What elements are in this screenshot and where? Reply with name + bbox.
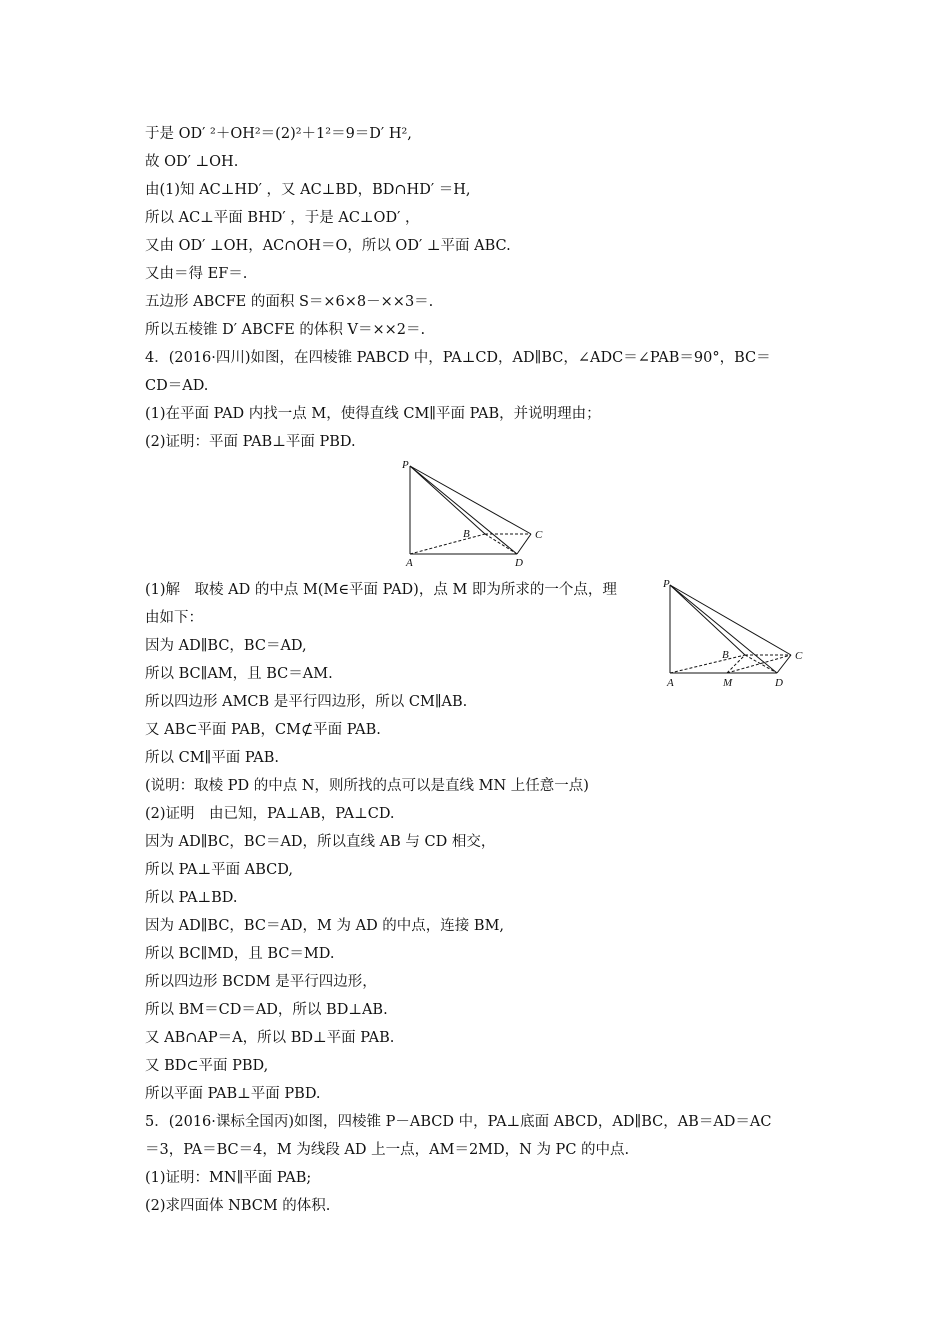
vertex-label-d: D bbox=[515, 557, 523, 568]
text-line: 所以 AC⊥平面 BHD′ ，于是 AC⊥OD′ ， bbox=[145, 210, 420, 226]
text-line: (说明：取棱 PD 的中点 N，则所找的点可以是直线 MN 上任意一点) bbox=[145, 778, 589, 794]
text-line: 五边形 ABCFE 的面积 S＝×6×8－××3＝. bbox=[145, 294, 434, 310]
vertex-label-a: A bbox=[667, 677, 674, 689]
text-line: 所以 BM＝CD＝AD，所以 BD⊥AB. bbox=[145, 1002, 388, 1018]
text-line: 又 AB⊂平面 PAB，CM⊄平面 PAB. bbox=[145, 722, 381, 738]
solution-part-1: (1)解 取棱 AD 的中点 M(M∈平面 PAD)，点 M 即为所求的一个点，理 bbox=[145, 582, 617, 598]
vertex-label-p: P bbox=[663, 578, 670, 590]
vertex-label-a: A bbox=[406, 557, 413, 568]
vertex-label-c: C bbox=[535, 529, 543, 541]
text-line: 所以 PA⊥BD. bbox=[145, 890, 238, 906]
text-line: (1)在平面 PAD 内找一点 M，使得直线 CM∥平面 PAB，并说明理由； bbox=[145, 406, 601, 422]
text-line: 所以四边形 AMCB 是平行四边形，所以 CM∥AB. bbox=[145, 694, 468, 710]
text-line: 又由＝得 EF＝. bbox=[145, 266, 248, 282]
text-line: 由如下： bbox=[145, 610, 203, 626]
text-line: ＝3，PA＝BC＝4，M 为线段 AD 上一点，AM＝2MD，N 为 PC 的中点. bbox=[145, 1142, 630, 1158]
problem-5-statement: 5．(2016·课标全国丙)如图，四棱锥 P－ABCD 中，PA⊥底面 ABCD，AD∥BC，AB＝AD＝AC bbox=[145, 1114, 772, 1130]
text-line: 因为 AD∥BC，BC＝AD, bbox=[145, 638, 307, 654]
text-line: (2)证明：平面 PAB⊥平面 PBD. bbox=[145, 434, 356, 450]
text-line: 又 AB∩AP＝A，所以 BD⊥平面 PAB. bbox=[145, 1030, 395, 1046]
problem-4-statement: 4．(2016·四川)如图，在四棱锥 PABCD 中，PA⊥CD，AD∥BC，∠ADC＝∠PAB＝90°，BC＝ bbox=[145, 350, 771, 366]
text-line: 所以五棱锥 D′ ABCFE 的体积 V＝××2＝. bbox=[145, 322, 426, 338]
vertex-label-b: B bbox=[722, 649, 729, 661]
text-line: (1)证明：MN∥平面 PAB; bbox=[145, 1170, 312, 1186]
pyramid-figure-1 bbox=[395, 456, 555, 568]
text-line: 所以 BC∥AM，且 BC＝AM. bbox=[145, 666, 333, 682]
vertex-label-p: P bbox=[402, 459, 409, 471]
pyramid-figure-2 bbox=[655, 573, 815, 691]
vertex-label-b: B bbox=[463, 528, 470, 540]
vertex-label-d: D bbox=[775, 677, 783, 689]
text-line: 所以四边形 BCDM 是平行四边形， bbox=[145, 974, 377, 990]
text-line: 所以 BC∥MD，且 BC＝MD. bbox=[145, 946, 335, 962]
text-line: 又由 OD′ ⊥OH，AC∩OH＝O，所以 OD′ ⊥平面 ABC. bbox=[145, 238, 511, 254]
text-line: 又 BD⊂平面 PBD, bbox=[145, 1058, 269, 1074]
text-line: 所以 PA⊥平面 ABCD, bbox=[145, 862, 293, 878]
text-line: 于是 OD′ ²＋OH²＝(2)²＋1²＝9＝D′ H², bbox=[145, 126, 412, 142]
text-line: 因为 AD∥BC，BC＝AD，M 为 AD 的中点，连接 BM, bbox=[145, 918, 505, 934]
solution-part-2: (2)证明 由已知，PA⊥AB，PA⊥CD. bbox=[145, 806, 395, 822]
text-line: 由(1)知 AC⊥HD′ ，又 AC⊥BD，BD∩HD′ ＝H, bbox=[145, 182, 471, 198]
text-line: 故 OD′ ⊥OH. bbox=[145, 154, 239, 170]
vertex-label-c: C bbox=[795, 650, 803, 662]
vertex-label-m: M bbox=[723, 677, 733, 689]
text-line: 所以 CM∥平面 PAB. bbox=[145, 750, 280, 766]
text-line: (2)求四面体 NBCM 的体积. bbox=[145, 1198, 331, 1214]
text-line: CD＝AD. bbox=[145, 378, 209, 394]
text-line: 因为 AD∥BC，BC＝AD，所以直线 AB 与 CD 相交， bbox=[145, 834, 496, 850]
text-line: 所以平面 PAB⊥平面 PBD. bbox=[145, 1086, 321, 1102]
